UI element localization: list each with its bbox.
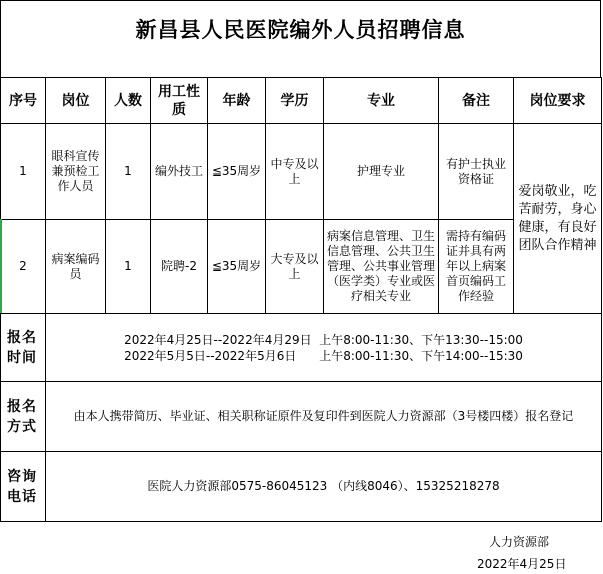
count-cell: 1 [106,124,151,220]
contact-label: 咨询电话 [1,452,46,522]
signup-time-label: 报名时间 [1,314,46,382]
contact-value: 医院人力资源部0575-86045123 （内线8046）、15325218278 [46,452,602,522]
major-cell: 病案信息管理、卫生信息管理、公共卫生管理、公共事业管理（医学类）专业或医疗相关专业 [324,220,439,314]
education-cell: 大专及以上 [266,220,324,314]
header-cell: 人数 [106,78,151,124]
frame-right [600,0,601,78]
signup-time-line: 2022年4月25日--2022年4月29日 上午8:00-11:30、下午13:30--15:00 [124,332,523,347]
age-cell: ≦35周岁 [208,124,266,220]
row-highlight-edge [0,219,2,313]
signup-method-value: 由本人携带简历、毕业证、相关职称证原件及复印件到医院人力资源部（3号楼四楼）报名登记 [46,382,602,452]
note-cell: 有护士执业资格证 [439,124,514,220]
table-row [1,220,602,314]
position-cell: 病案编码员 [46,220,106,314]
major-cell: 护理专业 [324,124,439,220]
row-number: 1 [1,124,46,220]
employment-cell: 院聘-2 [151,220,208,314]
page-title: 新昌县人民医院编外人员招聘信息 [135,18,466,42]
frame-top [0,0,601,1]
header-cell: 岗位 [46,78,106,124]
footer-department: 人力资源部 [489,535,550,549]
signup-time-value [46,314,602,382]
header-cell: 备注 [439,78,514,124]
header-row [1,78,602,124]
signup-time-line: 2022年5月5日--2022年5月6日 上午8:00-11:30、下午14:00--15:30 [124,348,523,363]
header-cell: 用工性质 [151,78,208,124]
header-cell: 专业 [324,78,439,124]
age-cell: ≦35周岁 [208,220,266,314]
recruitment-table [0,77,602,522]
frame-left [0,0,1,78]
header-cell: 序号 [1,78,46,124]
signup-method-row [1,382,602,452]
education-cell: 中专及以上 [266,124,324,220]
contact-row [1,452,602,522]
signup-method-label: 报名方式 [1,382,46,452]
footer-date: 2022年4月25日 [477,557,567,571]
header-cell: 岗位要求 [514,78,602,124]
header-cell: 学历 [266,78,324,124]
requirement-cell: 爱岗敬业，吃苦耐劳，身心健康，有良好团队合作精神 [514,124,602,314]
note-cell: 需持有编码证并具有两年以上病案首页编码工作经验 [439,220,514,314]
header-cell: 年龄 [208,78,266,124]
position-cell: 眼科宣传兼预检工作人员 [46,124,106,220]
signup-time-row [1,314,602,382]
count-cell: 1 [106,220,151,314]
employment-cell: 编外技工 [151,124,208,220]
row-number: 2 [1,220,46,314]
table-row [1,124,602,220]
